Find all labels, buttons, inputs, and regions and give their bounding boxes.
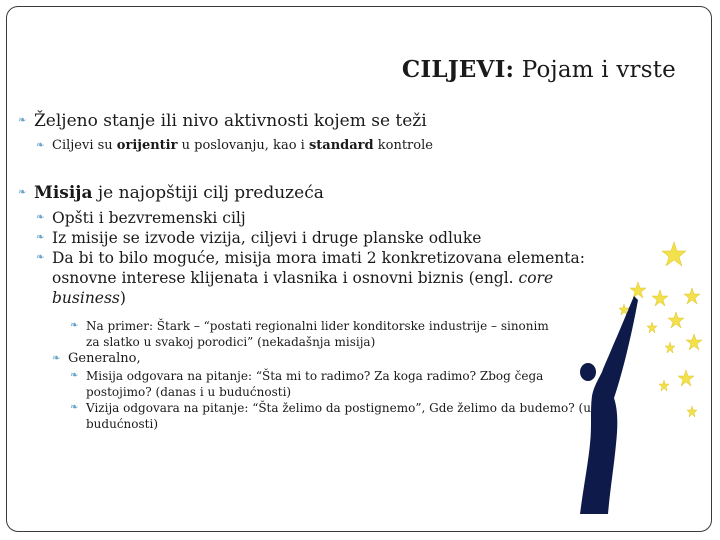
bullet-1-1 [36,136,618,156]
bullet-2-4-1-text: Misija odgovara na pitanje: “Šta mi to radimo? Za koga radimo? Zbog čega postojimo? (danas i u budućnosti) [86,369,544,399]
bullet-2-2-text: Iz misije se izvode vizija, ciljevi i druge planske odluke [52,229,482,247]
bullet-2-4-2-text: Vizija odgovara na pitanje: “Šta želimo da postignemo”, Gde želimo da budemo? (u budućnosti) [86,401,591,431]
bullet-marker-icon: ❧ [36,212,45,223]
bullet-2-3 [36,248,612,308]
bullet-1-text: Željeno stanje ili nivo aktivnosti kojem se teži [34,111,427,131]
bullet-2-3-1-text: Na primer: Štark – “postati regionalni lider konditorske industrije – sinonim za slatko u svakoj porodici” (nekadašnja misija) [86,319,549,349]
bullet-marker-icon: ❧ [18,115,27,126]
bullet-1 [18,110,618,132]
bullet-2-bold: Misija [34,183,93,203]
bullet-marker-icon: ❧ [36,140,45,151]
bullet-2-3-italic: core business [52,269,554,307]
bullet-marker-icon: ❧ [36,232,45,243]
bullet-2-4-text: Generalno, [68,351,141,366]
bullet-marker-icon: ❧ [70,320,79,331]
bullet-marker-icon: ❧ [36,252,45,263]
bullet-2-4 [52,350,618,368]
bullet-2-2 [36,228,618,248]
bullet-2-4-1 [70,368,596,400]
bullet-2-1 [36,208,618,228]
bullet-marker-icon: ❧ [18,187,27,198]
bullet-2-3-1 [70,318,566,350]
bullet-marker-icon: ❧ [52,353,61,364]
bullet-1-1-post: kontrole [373,138,433,153]
bullet-marker-icon: ❧ [70,370,79,381]
bullet-2-3-end: ) [119,289,126,307]
bullet-2 [18,182,618,204]
bullet-2-3-text: Da bi to bilo moguće, misija mora imati 2 konkretizovana elementa: osnovne interese klijenata i vlasnika i osnovni biznis (engl. [52,249,585,287]
bullet-1-1-bold: orijentir [116,138,178,153]
bullet-2-1-text: Opšti i bezvremenski cilj [52,209,246,227]
bullet-1-1-pre: Ciljevi su [52,138,117,153]
bullet-marker-icon: ❧ [70,402,79,413]
bullet-2-4-2 [70,400,596,432]
reaching-figure-with-stars-image [568,230,708,520]
bullet-1-1-mid: u poslovanju, kao i [177,138,309,153]
title-rest: Pojam i vrste [514,57,676,83]
bullet-1-1-bold2: standard [308,138,374,153]
slide-title [402,56,676,83]
bullet-2-text: je najopštiji cilj preduzeća [92,183,324,203]
title-bold: CILJEVI: [401,56,515,83]
reaching-figure-icon [580,296,638,514]
slide-content [18,110,618,432]
